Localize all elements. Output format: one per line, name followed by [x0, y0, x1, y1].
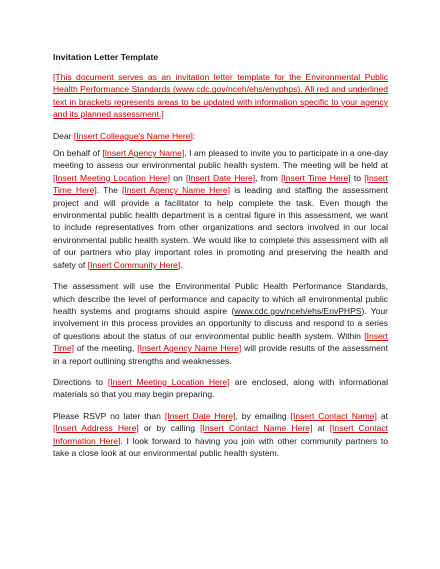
- text-run: On behalf of: [53, 148, 103, 159]
- text-run: of the meeting,: [74, 343, 138, 354]
- template-notice: [This document serves as an invitation letter template for the Environmental Public Health Performance Standards (www.cdc.gov/nceh/ehs/envphps). All red and underlined text in brackets represents areas to be updated with information specific to your agency and its planned assessment.]: [53, 72, 388, 120]
- paragraph-rsvp: [53, 410, 388, 460]
- contact-information-placeholder: [Insert Contact Information Here]: [53, 423, 389, 446]
- text-run: Please RSVP no later than: [53, 410, 165, 421]
- paragraph-invitation: [53, 147, 388, 271]
- text-run: will provide results of the assessment in a report outlining strengths and weaknesses.: [53, 343, 388, 366]
- start-time-placeholder: [Insert Time Here]: [281, 172, 351, 183]
- text-run: is leading and staffing the assessment project and will provide a facilitator to help complete the task. Even though the environmental public health department is a central figure in this assessment, we want to include representatives from other organizations and sectors involved in our local environmental public health system. We would like to complete this assessment with all of our partners who play important roles in promoting and preserving the health and safety of: [53, 185, 388, 270]
- meeting-location-placeholder-2: [Insert Meeting Location Here]: [107, 376, 230, 387]
- text-run: or by calling: [138, 423, 201, 434]
- envphps-link[interactable]: www.cdc.gov/nceh/ehs/EnvPHPS: [234, 305, 362, 316]
- meeting-location-placeholder: [Insert Meeting Location Here]: [53, 172, 171, 183]
- agency-name-placeholder-3: [Insert Agency Name Here]: [137, 343, 242, 354]
- contact-name-placeholder: [Insert Contact Name]: [290, 410, 377, 421]
- paragraph-assessment: [53, 280, 388, 367]
- text-run: Directions to: [53, 376, 108, 387]
- text-run: on: [170, 172, 186, 183]
- text-run: , from: [255, 172, 282, 183]
- salutation-suffix: :: [192, 130, 196, 141]
- community-placeholder: [Insert Community Here]: [87, 259, 181, 270]
- text-run: . The: [96, 185, 123, 196]
- text-run: at: [376, 410, 388, 421]
- agency-name-placeholder-2: [Insert Agency Name Here]: [122, 185, 231, 196]
- text-run: at: [312, 423, 330, 434]
- text-run: to: [350, 172, 365, 183]
- date-placeholder: [Insert Date Here]: [185, 172, 256, 183]
- paragraph-directions: [53, 376, 388, 401]
- text-run: . I look forward to having you join with other community partners to take a close look at our environmental public health system.: [53, 435, 388, 458]
- rsvp-date-placeholder: [Insert Date Here]: [164, 410, 236, 421]
- text-run: .: [180, 259, 183, 270]
- time-placeholder: [Insert Time]: [53, 330, 388, 354]
- text-run: ). Your involvement in this process provides an opportunity to discuss and respond to a series of questions about the status of our environmental public health system. Within: [53, 305, 388, 341]
- document-title: Invitation Letter Template: [53, 52, 159, 62]
- text-run: The assessment will use the Environmental Public Health Performance Standards, which describe the level of performance and capacity to which all environmental public health systems and programs should aspire (: [53, 281, 388, 316]
- address-placeholder: [Insert Address Here]: [53, 423, 139, 434]
- text-run: are enclosed, along with informational materials so that you may begin preparing.: [53, 376, 389, 400]
- salutation-prefix: Dear: [53, 130, 74, 141]
- contact-name-placeholder-2: [Insert Contact Name Here]: [200, 423, 313, 434]
- colleague-name-placeholder: [Insert Colleague's Name Here]: [73, 130, 193, 141]
- salutation: [53, 130, 388, 142]
- text-run: , I am pleased to invite you to participate in a one-day meeting to assess our environmental public health system. The meeting will be held at: [53, 148, 388, 171]
- text-run: , by emailing: [235, 410, 291, 421]
- end-time-placeholder: [Insert Time Here]: [53, 172, 389, 196]
- agency-name-placeholder: [Insert Agency Name]: [102, 148, 185, 159]
